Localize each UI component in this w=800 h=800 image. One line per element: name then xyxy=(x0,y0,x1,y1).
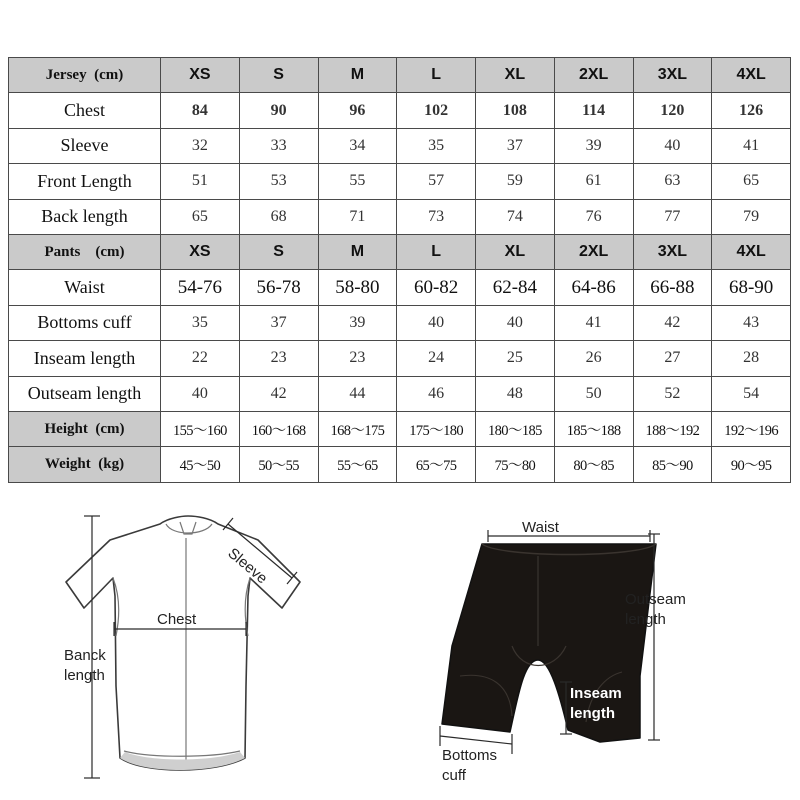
size-header-cell: 3XL xyxy=(633,234,712,269)
shorts-outline-icon xyxy=(442,544,656,742)
height-header-cell: Height (cm) xyxy=(9,411,161,446)
table-cell: 75～80 xyxy=(476,447,555,482)
table-cell: 45～50 xyxy=(161,447,240,482)
table-cell: 59 xyxy=(476,164,555,199)
table-cell: 64-86 xyxy=(554,270,633,305)
table-cell: 41 xyxy=(554,305,633,340)
table-cell: 76 xyxy=(554,199,633,234)
table-cell: 102 xyxy=(397,93,476,128)
table-cell: 33 xyxy=(239,128,318,163)
table-cell: 55～65 xyxy=(318,447,397,482)
table-cell: 35 xyxy=(161,305,240,340)
table-row xyxy=(9,199,791,234)
jersey-header-row xyxy=(9,58,791,93)
table-cell: 84 xyxy=(161,93,240,128)
table-cell: 46 xyxy=(397,376,476,411)
pants-header-cell: Pants (cm) xyxy=(9,234,161,269)
size-header-cell: XS xyxy=(161,58,240,93)
table-cell: 66-88 xyxy=(633,270,712,305)
table-row xyxy=(9,270,791,305)
table-cell: 54-76 xyxy=(161,270,240,305)
row-label: Inseam length xyxy=(9,341,161,376)
size-header-cell: 2XL xyxy=(554,234,633,269)
table-cell: 65～75 xyxy=(397,447,476,482)
table-cell: 23 xyxy=(318,341,397,376)
row-label: Front Length xyxy=(9,164,161,199)
table-cell: 55 xyxy=(318,164,397,199)
table-cell: 74 xyxy=(476,199,555,234)
size-chart-table xyxy=(8,57,791,483)
size-header-cell: 4XL xyxy=(712,58,791,93)
size-header-cell: 2XL xyxy=(554,58,633,93)
outseam-label: Outseam length xyxy=(625,591,686,628)
measurement-diagrams xyxy=(0,496,800,800)
size-header-cell: L xyxy=(397,234,476,269)
table-cell: 79 xyxy=(712,199,791,234)
size-header-cell: M xyxy=(318,234,397,269)
table-cell: 192～196 xyxy=(712,411,791,446)
row-label: Back length xyxy=(9,199,161,234)
table-cell: 42 xyxy=(633,305,712,340)
table-cell: 53 xyxy=(239,164,318,199)
table-row xyxy=(9,305,791,340)
table-cell: 27 xyxy=(633,341,712,376)
table-cell: 40 xyxy=(161,376,240,411)
table-cell: 108 xyxy=(476,93,555,128)
table-cell: 37 xyxy=(476,128,555,163)
table-cell: 71 xyxy=(318,199,397,234)
row-label: Waist xyxy=(9,270,161,305)
table-cell: 58-80 xyxy=(318,270,397,305)
table-cell: 50～55 xyxy=(239,447,318,482)
table-cell: 168～175 xyxy=(318,411,397,446)
table-cell: 52 xyxy=(633,376,712,411)
jersey-outline-icon xyxy=(66,516,300,770)
waist-label: Waist xyxy=(522,519,559,536)
table-row xyxy=(9,164,791,199)
table-cell: 80～85 xyxy=(554,447,633,482)
table-cell: 60-82 xyxy=(397,270,476,305)
table-cell: 90～95 xyxy=(712,447,791,482)
row-label: Outseam length xyxy=(9,376,161,411)
pants-header-row xyxy=(9,234,791,269)
sleeve-label: Sleeve xyxy=(224,544,271,588)
table-cell: 77 xyxy=(633,199,712,234)
table-cell: 23 xyxy=(239,341,318,376)
row-label: Sleeve xyxy=(9,128,161,163)
table-cell: 65 xyxy=(712,164,791,199)
jersey-diagram xyxy=(0,496,400,800)
row-label: Chest xyxy=(9,93,161,128)
table-cell: 160～168 xyxy=(239,411,318,446)
table-cell: 40 xyxy=(633,128,712,163)
table-cell: 39 xyxy=(318,305,397,340)
size-header-cell: 3XL xyxy=(633,58,712,93)
table-cell: 57 xyxy=(397,164,476,199)
table-cell: 44 xyxy=(318,376,397,411)
table-cell: 126 xyxy=(712,93,791,128)
table-cell: 48 xyxy=(476,376,555,411)
table-cell: 180～185 xyxy=(476,411,555,446)
table-cell: 96 xyxy=(318,93,397,128)
table-cell: 40 xyxy=(397,305,476,340)
table-cell: 51 xyxy=(161,164,240,199)
back-length-label: Banck length xyxy=(64,647,106,684)
table-cell: 68-90 xyxy=(712,270,791,305)
size-header-cell: L xyxy=(397,58,476,93)
table-cell: 41 xyxy=(712,128,791,163)
row-label: Bottoms cuff xyxy=(9,305,161,340)
table-cell: 25 xyxy=(476,341,555,376)
table-cell: 68 xyxy=(239,199,318,234)
jersey-header-cell: Jersey (cm) xyxy=(9,58,161,93)
size-header-cell: 4XL xyxy=(712,234,791,269)
table-cell: 120 xyxy=(633,93,712,128)
table-cell: 73 xyxy=(397,199,476,234)
bottoms-cuff-guide-line xyxy=(440,736,512,744)
table-cell: 40 xyxy=(476,305,555,340)
table-cell: 56-78 xyxy=(239,270,318,305)
table-cell: 34 xyxy=(318,128,397,163)
table-cell: 35 xyxy=(397,128,476,163)
weight-header-cell: Weight (kg) xyxy=(9,447,161,482)
bottoms-cuff-label: Bottoms cuff xyxy=(442,747,498,784)
table-cell: 39 xyxy=(554,128,633,163)
table-cell: 185～188 xyxy=(554,411,633,446)
table-cell: 175～180 xyxy=(397,411,476,446)
table-cell: 85～90 xyxy=(633,447,712,482)
table-cell: 22 xyxy=(161,341,240,376)
table-row xyxy=(9,128,791,163)
weight-row xyxy=(9,447,791,482)
table-cell: 28 xyxy=(712,341,791,376)
size-header-cell: S xyxy=(239,234,318,269)
table-cell: 90 xyxy=(239,93,318,128)
table-cell: 114 xyxy=(554,93,633,128)
table-cell: 188～192 xyxy=(633,411,712,446)
table-cell: 63 xyxy=(633,164,712,199)
table-cell: 43 xyxy=(712,305,791,340)
table-row xyxy=(9,376,791,411)
size-header-cell: S xyxy=(239,58,318,93)
height-row xyxy=(9,411,791,446)
table-cell: 155～160 xyxy=(161,411,240,446)
table-cell: 50 xyxy=(554,376,633,411)
table-cell: 61 xyxy=(554,164,633,199)
table-cell: 42 xyxy=(239,376,318,411)
table-cell: 65 xyxy=(161,199,240,234)
table-cell: 24 xyxy=(397,341,476,376)
size-header-cell: XS xyxy=(161,234,240,269)
table-cell: 54 xyxy=(712,376,791,411)
chest-label: Chest xyxy=(157,611,197,628)
table-cell: 26 xyxy=(554,341,633,376)
table-row xyxy=(9,341,791,376)
table-row xyxy=(9,93,791,128)
size-header-cell: M xyxy=(318,58,397,93)
table-cell: 32 xyxy=(161,128,240,163)
table-cell: 62-84 xyxy=(476,270,555,305)
size-header-cell: XL xyxy=(476,58,555,93)
inseam-label: Inseam length xyxy=(570,685,622,722)
size-header-cell: XL xyxy=(476,234,555,269)
table-cell: 37 xyxy=(239,305,318,340)
